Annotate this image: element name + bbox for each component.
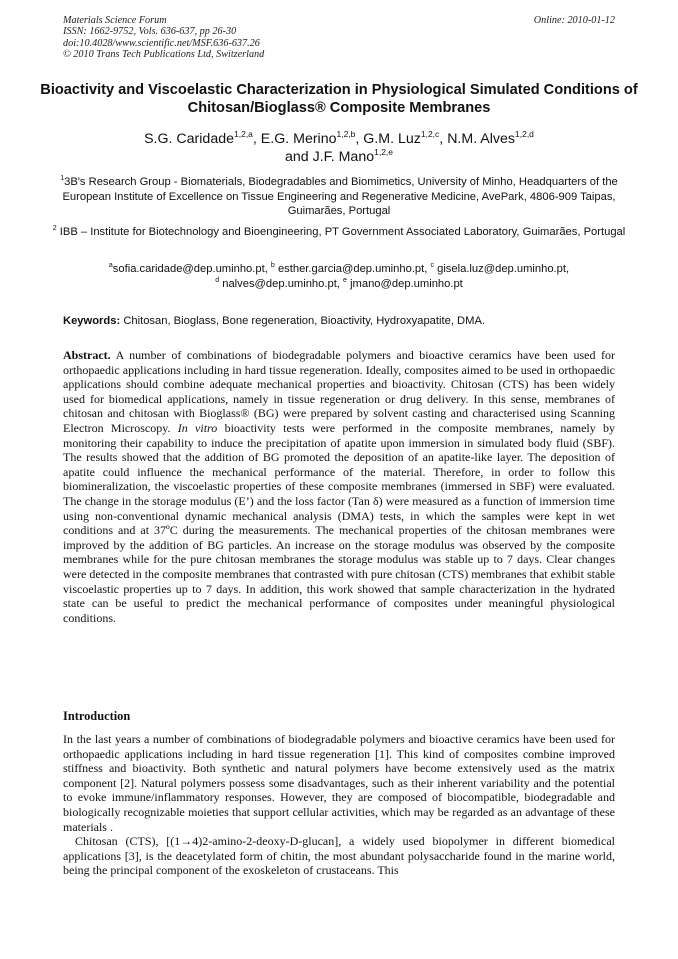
email: $^a$sofia.caridade@dep.uminho.pt, — [108, 262, 271, 275]
email: $^d$ nalves@dep.uminho.pt, — [215, 276, 344, 290]
introduction-text — [63, 732, 615, 878]
issn-line: ISSN: 1662-9752, Vols. 636-637, pp 26-30 — [63, 26, 237, 38]
email: $^b$ esther.garcia@dep.uminho.pt, — [270, 262, 431, 275]
journal-name: Materials Science Forum — [63, 15, 167, 26]
affiliation-2: $^2$ IBB – Institute for Biotechnology and Bioengineering, PT Government Associated Laboratory, Guimarães, Portugal — [52, 225, 626, 238]
email: $^c$ gisela.luz@dep.uminho.pt, — [430, 262, 570, 275]
online-date: Online: 2010-01-12 — [533, 15, 615, 26]
email-list — [40, 262, 638, 291]
section-heading: Introduction — [63, 709, 131, 723]
abstract-label: Abstract. — [63, 348, 111, 362]
keywords-label: Keywords: — [63, 315, 121, 327]
paper-title: Bioactivity and Viscoelastic Characterization in Physiological Simulated Conditions of Chitosan/Bioglass® Composite Membranes — [40, 82, 638, 116]
keywords-text: Chitosan, Bioglass, Bone regeneration, Bioactivity, Hydroxyapatite, DMA. — [123, 315, 486, 327]
paragraph: In the last years a number of combinations of biodegradable polymers and bioactive ceramics have been used for orthopaedic applications including in hard tissue regeneration [1]. This kind of composites combine improved stiffness and bioactivity. Both synthetic and natural polymers have become extensively used as the matrix component [2]. Natural polymers possess some disadvantages, such as their inherent variability and the potential to evoke immune/inflammatory responses. However, they are composed of biocompatible, biodegradable and biologically recognizable moieties that support cellular activities, which may be regarded as an advantage of these materials . — [63, 732, 615, 834]
abstract: Abstract. A number of combinations of biodegradable polymers and bioactive ceramics have been used for orthopaedic applications including in hard tissue regeneration. Ideally, composites aimed to be used in orthopaedic applications should combine adequate mechanical properties and bioactivity. Chitosan (CTS) has been widely used for biomedical applications, namely in tissue regeneration or drug delivery. In this sense, membranes of chitosan and chitosan with Bioglass® (BG) were prepared by solvent casting and characterised using Scanning Electron Microscopy. In vitro bioactivity tests were performed in the composite membranes, namely by monitoring their capability to induce the precipitation of apatite upon immersion in simulated body fluid (SBF). The results showed that the addition of BG promoted the deposition of an apatite-like layer. The deposition of apatite could influence the mechanical performance of the material. Therefore, in order to follow this biomineralization, the viscoelastic properties of these composite membranes (immersed in SBF) were evaluated. The change in the storage modulus (E’) and the loss factor (Tan δ) were measured as a function of immersion time using non-conventional dynamic mechanical analysis (DMA) tests, in which the samples were kept in wet conditions and at 37ºC during the measurements. The mechanical properties of the chitosan membranes were improved by the addition of BG particles. An increase on the storage modulus was observed by the composite membranes while for the pure chitosan membranes the storage modulus was stable up to 7 days. Clear changes were detected in the composite membranes that contrasted with pure chitosan (CTS) membranes that exhibit stable viscoelastic properties up to 7 days. In addition, this work showed that sample characterization in the hydrated state can be useful to predict the mechanical performance of composites under meaningful physiological conditions. — [63, 348, 616, 625]
author: E.G. Merino$^{1,2,b}$, — [260, 129, 364, 147]
affiliation-1: $^1$3B's Research Group - Biomaterials, Biodegradables and Biomimetics, University of Minho, Headquarters of the European Institute of Excellence on Tissue Engineering and Regenerative Medicine, AvePark, 4806-909 Taipas, Guimarães, Portugal — [60, 175, 618, 218]
doi-line: doi:10.4028/www.scientific.net/MSF.636-637.26 — [63, 37, 260, 49]
author: S.G. Caridade$^{1,2,a}$, — [144, 129, 261, 147]
author: G.M. Luz$^{1,2,c}$, — [363, 129, 448, 147]
author: and J.F. Mano$^{1,2,e}$ — [284, 147, 394, 165]
keywords — [63, 314, 619, 328]
paragraph: Chitosan (CTS), [(1→4)2-amino-2-deoxy-D-glucan], a widely used biopolymer in different biomedical applications [3], is the deacetylated form of chitin, the most abundant polysaccharide found in the marine world, being the principal component of the exoskeleton of crustaceans. This — [63, 834, 615, 878]
copyright-line: © 2010 Trans Tech Publications Ltd, Switzerland — [63, 49, 265, 61]
email: $^e$ jmano@dep.uminho.pt — [343, 276, 463, 290]
author: N.M. Alves$^{1,2,d}$ — [447, 129, 534, 147]
author-list — [40, 130, 638, 166]
journal-header — [63, 15, 615, 61]
